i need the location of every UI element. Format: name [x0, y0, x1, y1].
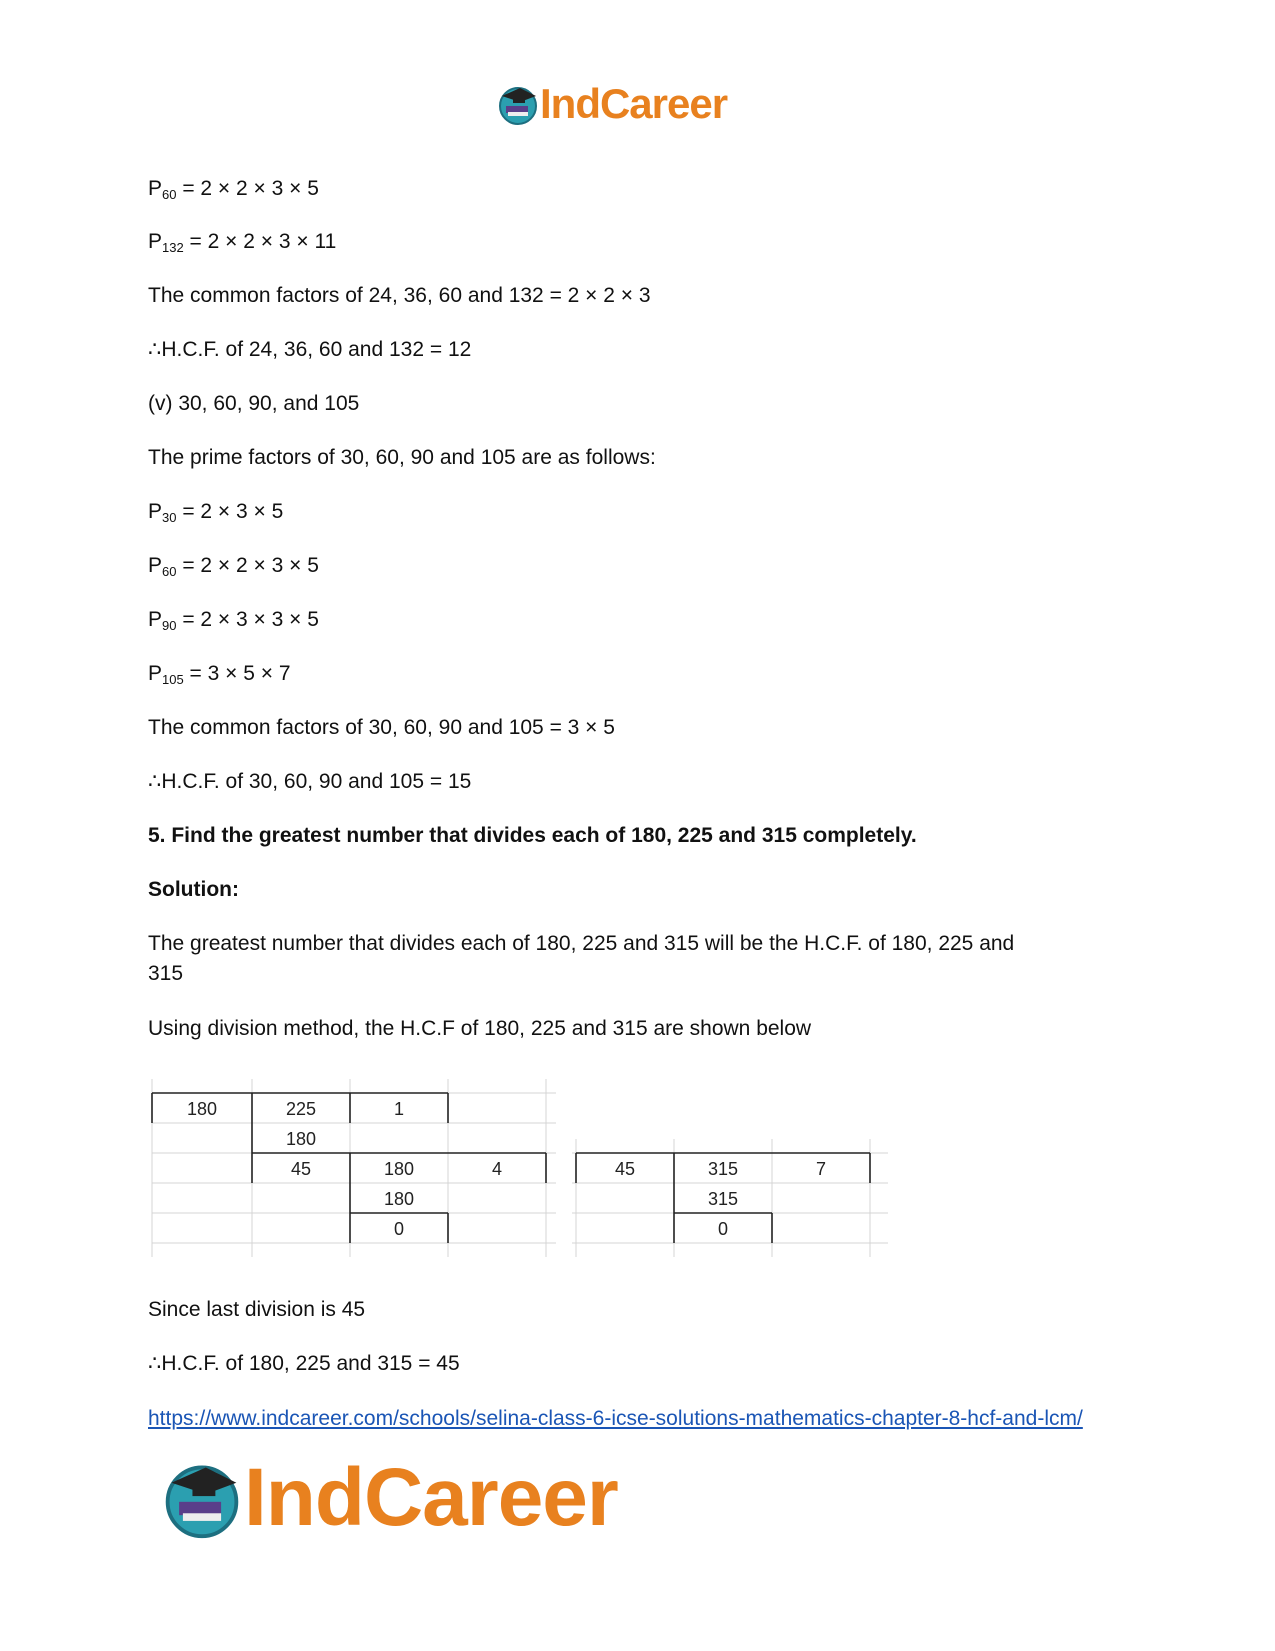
header-logo-text: IndCareer — [540, 80, 728, 127]
line-p105: $P_{105} = 3 \times 5 \times 7$ — [148, 662, 291, 687]
line-prime-factors-intro: The prime factors of 30, 60, 90 and 105 are as follows: — [148, 446, 656, 469]
line-part-v: (v) 30, 60, 90, and 105 — [148, 392, 360, 415]
cell-dividend-315: 315 — [707, 1159, 739, 1179]
question-5: 5. Find the greatest number that divides each of 180, 225 and 315 completely. — [148, 824, 917, 847]
solution-para-1b: 315 — [148, 962, 184, 985]
cell-remainder-0: 0 — [393, 1219, 405, 1239]
line-p30: $P_{30} = 2 \times 3 \times 5$ — [148, 500, 284, 525]
footer-logo — [160, 1452, 700, 1542]
cell-quotient-7: 7 — [815, 1159, 827, 1179]
division-table-svg — [148, 1075, 888, 1257]
cell-quotient-1: 1 — [393, 1099, 405, 1119]
line-p60-b: $P_{60} = 2 \times 2 \times 3 \times 5$ — [148, 554, 319, 579]
line-hcf-2: ∴H.C.F. of 30, 60, 90 and 105 = 15 — [148, 770, 472, 793]
line-p90: $P_{90} = 2 \times 3 \times 3 \times 5$ — [148, 608, 319, 633]
globe-cap-icon — [160, 1456, 244, 1540]
cell-quotient-4: 4 — [491, 1159, 503, 1179]
solution-heading: Solution: — [148, 878, 239, 901]
header-logo — [496, 78, 776, 130]
cell-product-180: 180 — [285, 1129, 317, 1149]
line-common-factors-2: The common factors of 30, 60, 90 and 105 = 3 × 5 — [148, 716, 615, 739]
footer-logo-text: IndCareer — [244, 1452, 618, 1543]
source-link[interactable]: https://www.indcareer.com/schools/selina-class-6-icse-solutions-mathematics-chapter-8-hcf-and-lcm/ — [148, 1407, 1083, 1430]
division-table-image — [148, 1075, 888, 1257]
globe-cap-icon — [496, 82, 540, 126]
line-p132: $P_{132} = 2 \times 2 \times 3 \times 11$ — [148, 230, 337, 255]
final-hcf: ∴H.C.F. of 180, 225 and 315 = 45 — [148, 1352, 460, 1375]
cell-remainder-0-b: 0 — [717, 1219, 729, 1239]
line-common-factors-1: The common factors of 24, 36, 60 and 132 = 2 × 2 × 3 — [148, 284, 651, 307]
cell-product-315: 315 — [707, 1189, 739, 1209]
cell-divisor-180: 180 — [186, 1099, 218, 1119]
solution-para-2: Using division method, the H.C.F of 180, 225 and 315 are shown below — [148, 1017, 812, 1040]
line-p60: $P_{60} = 2 \times 2 \times 3 \times 5$ — [148, 177, 319, 202]
solution-para-1a: The greatest number that divides each of 180, 225 and 315 will be the H.C.F. of 180, 225 and — [148, 932, 1015, 955]
line-hcf-1: ∴H.C.F. of 24, 36, 60 and 132 = 12 — [148, 338, 472, 361]
cell-dividend-225: 225 — [285, 1099, 317, 1119]
cell-remainder-45: 45 — [290, 1159, 312, 1179]
last-division-note: Since last division is 45 — [148, 1298, 366, 1321]
cell-product-180-b: 180 — [383, 1189, 415, 1209]
cell-divisor-45: 45 — [614, 1159, 636, 1179]
cell-dividend-180: 180 — [383, 1159, 415, 1179]
